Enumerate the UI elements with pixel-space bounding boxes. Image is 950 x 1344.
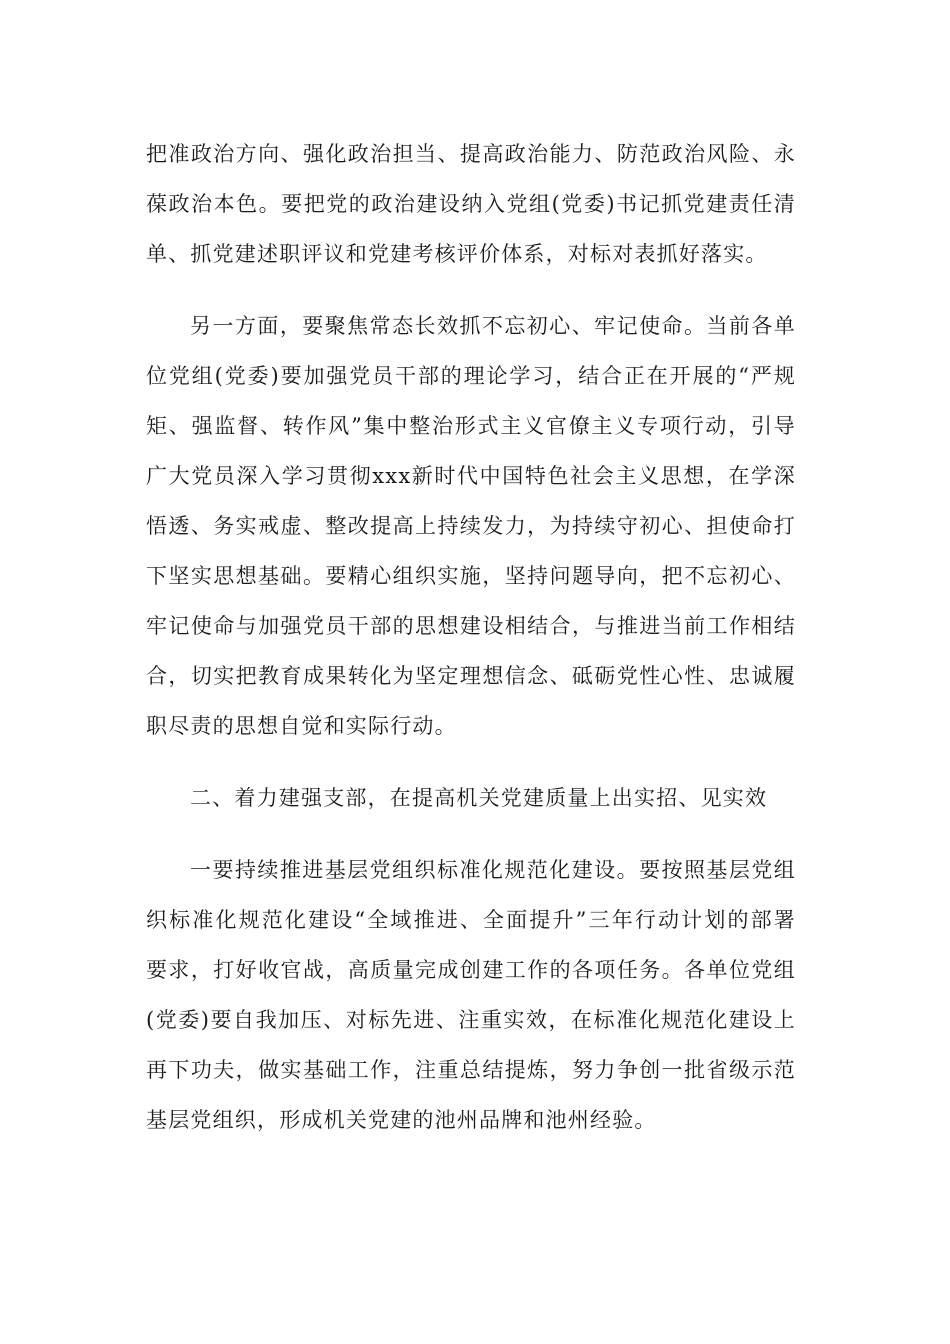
paragraph-original-mission	[146, 301, 796, 751]
paragraph-line: 职尽责的思想自觉和实际行动。	[146, 714, 457, 738]
paragraph-line: 牢记使命与加强党员干部的思想建设相结合，与推进当前工作相结	[146, 614, 796, 638]
document-body	[146, 129, 796, 1167]
section-heading	[146, 773, 796, 823]
paragraph-line: 悟透、务实戒虚、整改提高上持续发力，为持续守初心、担使命打	[146, 514, 796, 538]
paragraph-line: 再下功夫，做实基础工作，注重总结提炼，努力争创一批省级示范	[146, 1058, 796, 1082]
paragraph-line: 广大党员深入学习贯彻xxx新时代中国特色社会主义思想，在学深	[146, 464, 796, 488]
paragraph-line: 织标准化规范化建设“全域推进、全面提升”三年行动计划的部署	[146, 908, 796, 932]
paragraph-line: 矩、强监督、转作风”集中整治形式主义官僚主义专项行动，引导	[146, 414, 796, 438]
section-heading-text: 二、着力建强支部，在提高机关党建质量上出实招、见实效	[190, 786, 768, 810]
paragraph-line: 下坚实思想基础。要精心组织实施，坚持问题导向，把不忘初心、	[146, 564, 796, 588]
paragraph-line: 葆政治本色。要把党的政治建设纳入党组(党委)书记抓党建责任清	[146, 192, 796, 216]
paragraph-line: (党委)要自我加压、对标先进、注重实效，在标准化规范化建设上	[146, 1008, 796, 1032]
paragraph-line: 基层党组织，形成机关党建的池州品牌和池州经验。	[146, 1108, 657, 1132]
paragraph-line: 一要持续推进基层党组织标准化规范化建设。要按照基层党组	[190, 858, 796, 882]
paragraph-line: 位党组(党委)要加强党员干部的理论学习，结合正在开展的“严规	[146, 364, 796, 388]
paragraph-line: 要求，打好收官战，高质量完成创建工作的各项任务。各单位党组	[146, 958, 796, 982]
paragraph-line: 另一方面，要聚焦常态长效抓不忘初心、牢记使命。当前各单	[190, 314, 796, 338]
paragraph-political-building	[146, 129, 796, 279]
paragraph-line: 把准政治方向、强化政治担当、提高政治能力、防范政治风险、永	[146, 142, 796, 166]
paragraph-standardization	[146, 845, 796, 1145]
paragraph-line: 单、抓党建述职评议和党建考核评价体系，对标对表抓好落实。	[146, 242, 768, 266]
paragraph-line: 合，切实把教育成果转化为坚定理想信念、砥砺党性心性、忠诚履	[146, 664, 796, 688]
